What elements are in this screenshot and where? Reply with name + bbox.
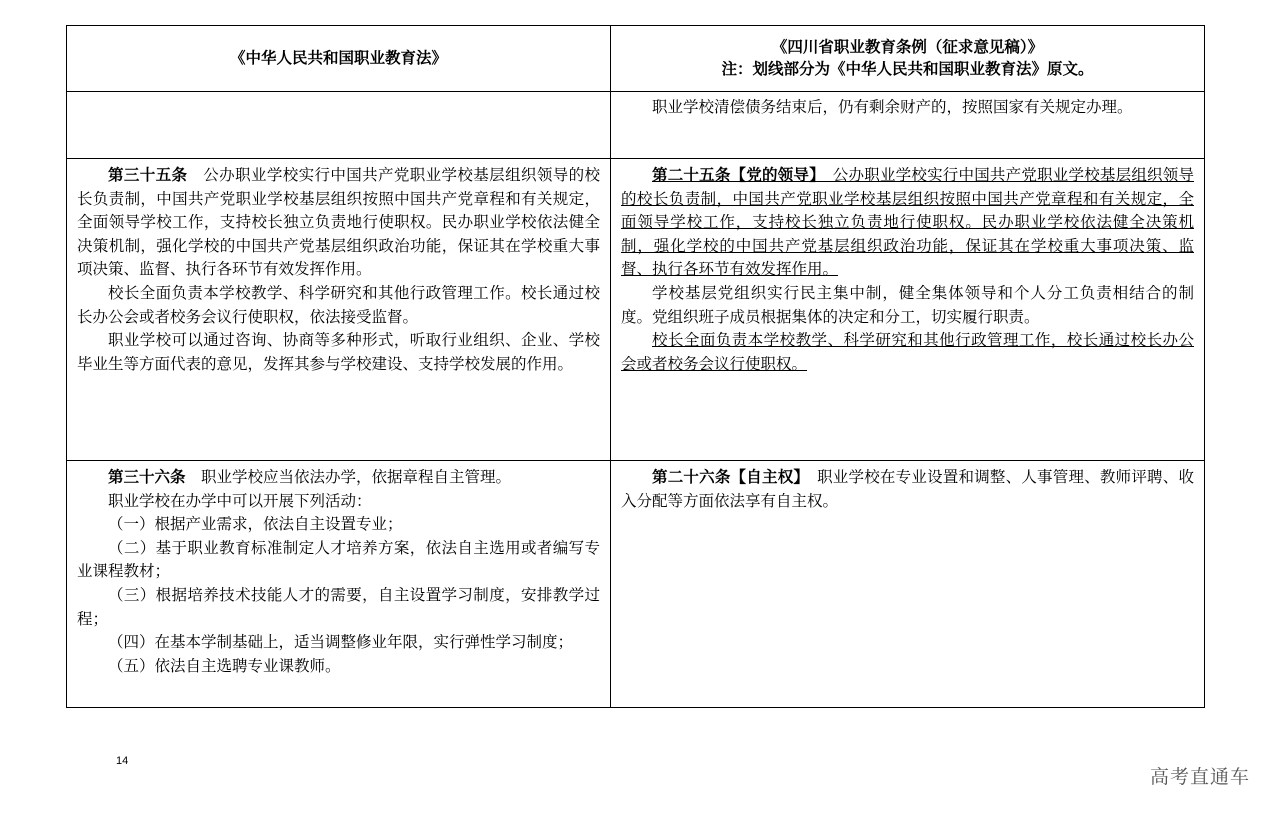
article-paragraph: [621, 282, 1194, 329]
article-paragraph: [77, 631, 600, 655]
article-paragraph: [77, 537, 600, 584]
article-number: 第二十六条【自主权】: [652, 467, 802, 486]
right-column-title: 《四川省职业教育条例（征求意见稿）》: [771, 36, 1044, 56]
article-paragraph: [621, 465, 1194, 513]
left-column-title: 《中华人民共和国职业教育法》: [229, 47, 447, 67]
table-row: [67, 92, 1205, 159]
paragraph-text: 学校基层党组织实行民主集中制，健全集体领导和个人分工负责相结合的制度。党组织班子成员根据集体的决定和分工，切实履行职责。: [621, 283, 1194, 326]
right-column-note: 注：划线部分为《中华人民共和国职业教育法》原文。: [721, 58, 1094, 78]
article-paragraph: [77, 465, 600, 490]
right-cell: [611, 159, 1205, 461]
article-paragraph: [77, 163, 600, 282]
page-number: 14: [116, 755, 129, 767]
table-row: [67, 159, 1205, 461]
paragraph-text: 职业学校在办学中可以开展下列活动：: [108, 491, 372, 510]
paragraph-text: （一）根据产业需求，依法自主设置专业；: [108, 515, 403, 534]
left-cell: [67, 92, 611, 159]
paragraph-text: 公办职业学校实行中国共产党职业学校基层组织领导的校长负责制，中国共产党职业学校基层组织按照中国共产党章程和有关规定，全面领导学校工作，支持校长独立负责地行使职权。民办职业学校依法健全决策机制，强化学校的中国共产党基层组织政治功能，保证其在学校重大事项决策、监督、执行各环节有效发挥作用。: [77, 166, 600, 279]
article-number: 第三十六条: [108, 467, 186, 486]
paragraph-text: 职业学校应当依法办学，依据章程自主管理。: [185, 468, 512, 486]
paragraph-text: （二）基于职业教育标准制定人才培养方案，依法自主选用或者编写专业课程教材；: [77, 538, 600, 581]
article-paragraph: [621, 96, 1194, 120]
paragraph-text: 公办职业学校实行中国共产党职业学校基层组织领导的校长负责制，中国共产党职业学校基层组织按照中国共产党章程和有关规定，全面领导学校工作，支持校长独立负责地行使职权。民办职业学校依法健全决策机制，强化学校的中国共产党基层组织政治功能，保证其在学校重大事项决策、监督、执行各环节有效发挥作用。: [621, 166, 1194, 279]
paragraph-text: （三）根据培养技术技能人才的需要，自主设置学习制度，安排教学过程；: [77, 585, 600, 628]
article-number: 第三十五条: [108, 165, 188, 184]
watermark-text: 高考直通车: [1149, 766, 1250, 788]
paragraph-text: 校长全面负责本学校教学、科学研究和其他行政管理工作，校长通过校长办公会或者校务会议行使职权。: [621, 331, 1194, 373]
comparison-table: [66, 25, 1205, 708]
right-cell: [611, 461, 1205, 708]
right-cell: [611, 92, 1205, 159]
table-row: [67, 461, 1205, 708]
left-header-cell: [67, 26, 611, 92]
article-paragraph: [621, 163, 1194, 282]
article-paragraph: [77, 655, 600, 679]
paragraph-text: 职业学校清偿债务结束后，仍有剩余财产的，按照国家有关规定办理。: [652, 98, 1133, 116]
left-cell: [67, 461, 611, 708]
paragraph-text: 职业学校可以通过咨询、协商等多种形式，听取行业组织、企业、学校毕业生等方面代表的意见，发挥其参与学校建设、支持学校发展的作用。: [77, 331, 600, 373]
article-paragraph: [77, 282, 600, 329]
article-paragraph: [77, 490, 600, 514]
paragraph-text: （四）在基本学制基础上，适当调整修业年限，实行弹性学习制度；: [108, 633, 574, 652]
article-paragraph: [77, 584, 600, 631]
paragraph-text: 职业学校在专业设置和调整、人事管理、教师评聘、收入分配等方面依法享有自主权。: [621, 468, 1194, 510]
article-paragraph: [77, 329, 600, 376]
article-paragraph: [621, 329, 1194, 376]
article-paragraph: [77, 513, 600, 537]
left-cell: [67, 159, 611, 461]
paragraph-text: 校长全面负责本学校教学、科学研究和其他行政管理工作。校长通过校长办公会或者校务会议行使职权，依法接受监督。: [77, 283, 600, 326]
paragraph-text: （五）依法自主选聘专业课教师。: [108, 656, 341, 675]
right-header-cell: [611, 26, 1205, 92]
header-row: [67, 26, 1205, 92]
article-number: 第二十五条【党的领导】: [652, 165, 818, 184]
